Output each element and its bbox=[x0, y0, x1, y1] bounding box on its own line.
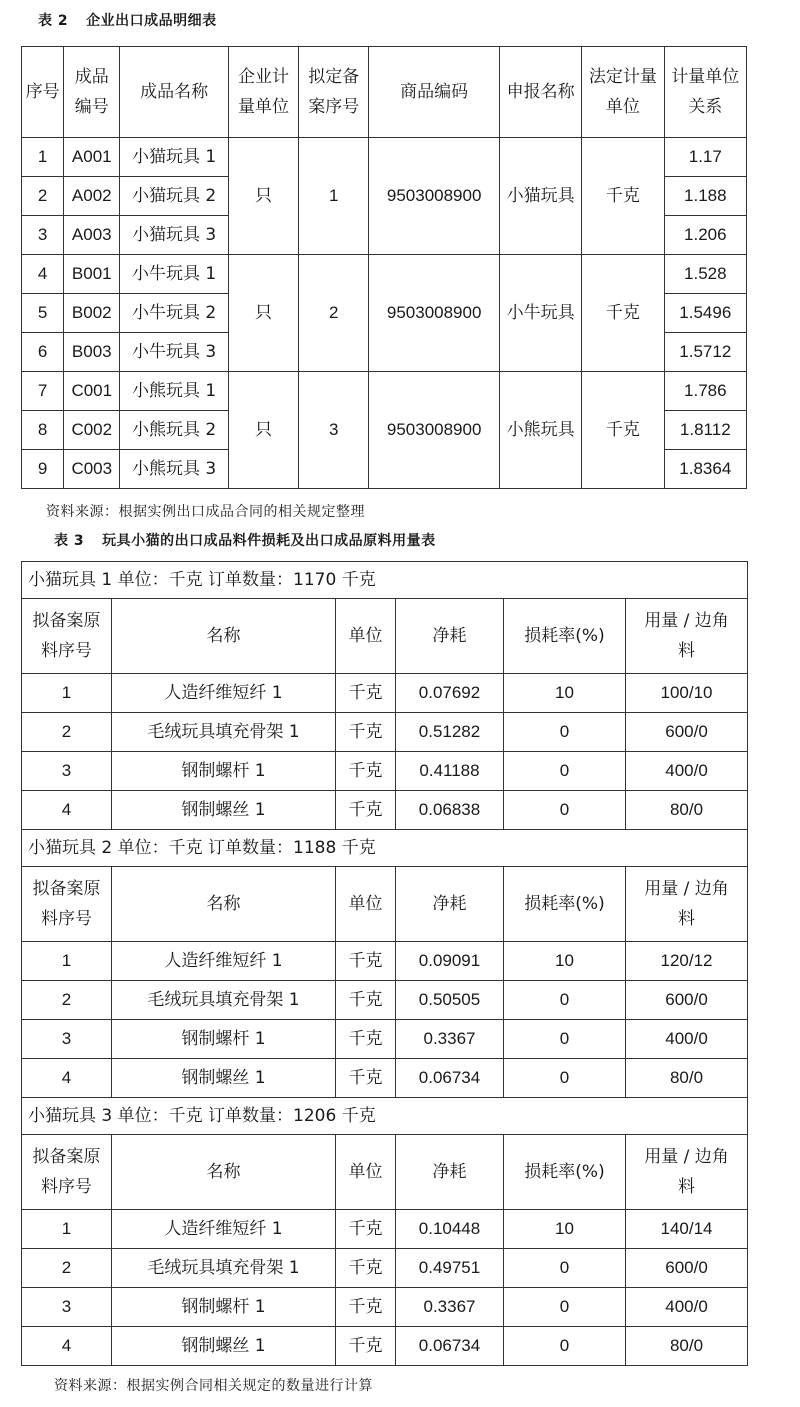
unit-ratio-cell: 1.8112 bbox=[664, 411, 746, 450]
section-title: 小猫玩具 2 单位：千克 订单数量：1188 千克 bbox=[22, 830, 748, 867]
column-header bbox=[64, 47, 120, 138]
column-header-line: 料 bbox=[678, 1177, 696, 1197]
material-name-cell: 人造纤维短纤 1 bbox=[112, 942, 336, 981]
table-row bbox=[22, 674, 748, 713]
product-name-cell: 小猫玩具 3 bbox=[120, 216, 228, 255]
column-header-line: 料 bbox=[678, 641, 696, 661]
column-header bbox=[396, 867, 504, 942]
column-header bbox=[396, 1135, 504, 1210]
table-row bbox=[22, 255, 747, 294]
column-header-line: 料序号 bbox=[41, 1177, 92, 1197]
table2-caption-title: 企业出口成品明细表 bbox=[86, 13, 217, 29]
column-header-line: 用量 / 边角 bbox=[644, 611, 729, 631]
column-header-line: 拟备案原 bbox=[32, 611, 101, 631]
material-name-cell: 钢制螺丝 1 bbox=[112, 1327, 336, 1366]
material-seq-cell: 4 bbox=[22, 791, 112, 830]
column-header bbox=[504, 1135, 626, 1210]
legal-unit-cell: 千克 bbox=[582, 138, 664, 255]
hs-code-cell: 9503008900 bbox=[369, 372, 500, 489]
material-seq-cell: 2 bbox=[22, 713, 112, 752]
column-header-line: 成品名称 bbox=[140, 82, 209, 102]
column-header-line: 拟备案原 bbox=[32, 879, 101, 899]
column-header bbox=[22, 867, 112, 942]
net-consumption-cell: 0.49751 bbox=[396, 1249, 504, 1288]
product-code-cell: A001 bbox=[64, 138, 120, 177]
column-header-line: 单位 bbox=[348, 1162, 383, 1182]
product-name-cell: 小猫玩具 2 bbox=[120, 177, 228, 216]
material-seq-cell: 3 bbox=[22, 1288, 112, 1327]
table-row bbox=[22, 752, 748, 791]
seq-cell: 1 bbox=[22, 138, 64, 177]
seq-cell: 6 bbox=[22, 333, 64, 372]
table-header-row bbox=[22, 1135, 748, 1210]
unit-ratio-cell: 1.188 bbox=[664, 177, 746, 216]
material-consumption-table bbox=[21, 561, 748, 1366]
column-header-line: 计量单位 bbox=[671, 67, 740, 87]
seq-cell: 7 bbox=[22, 372, 64, 411]
product-code-cell: B001 bbox=[64, 255, 120, 294]
material-seq-cell: 2 bbox=[22, 981, 112, 1020]
column-header bbox=[664, 47, 746, 138]
seq-cell: 2 bbox=[22, 177, 64, 216]
unit-ratio-cell: 1.5496 bbox=[664, 294, 746, 333]
usage-scrap-cell: 600/0 bbox=[626, 1249, 748, 1288]
column-header bbox=[22, 47, 64, 138]
product-code-cell: B002 bbox=[64, 294, 120, 333]
section-title-row bbox=[22, 562, 748, 599]
column-header-line: 名称 bbox=[206, 626, 241, 646]
column-header-line: 净耗 bbox=[432, 1162, 467, 1182]
material-unit-cell: 千克 bbox=[336, 713, 396, 752]
unit-ratio-cell: 1.786 bbox=[664, 372, 746, 411]
hs-code-cell: 9503008900 bbox=[369, 138, 500, 255]
column-header bbox=[22, 599, 112, 674]
net-consumption-cell: 0.51282 bbox=[396, 713, 504, 752]
material-name-cell: 毛绒玩具填充骨架 1 bbox=[112, 713, 336, 752]
material-seq-cell: 4 bbox=[22, 1327, 112, 1366]
loss-rate-cell: 10 bbox=[504, 674, 626, 713]
material-unit-cell: 千克 bbox=[336, 1210, 396, 1249]
seq-cell: 4 bbox=[22, 255, 64, 294]
material-name-cell: 毛绒玩具填充骨架 1 bbox=[112, 1249, 336, 1288]
usage-scrap-cell: 400/0 bbox=[626, 1288, 748, 1327]
table-header-row bbox=[22, 867, 748, 942]
column-header bbox=[582, 47, 664, 138]
material-name-cell: 钢制螺杆 1 bbox=[112, 752, 336, 791]
table-row bbox=[22, 1210, 748, 1249]
product-name-cell: 小熊玩具 3 bbox=[120, 450, 228, 489]
material-name-cell: 毛绒玩具填充骨架 1 bbox=[112, 981, 336, 1020]
loss-rate-cell: 0 bbox=[504, 791, 626, 830]
section-title-row bbox=[22, 830, 748, 867]
column-header-line: 损耗率(%) bbox=[524, 1162, 605, 1182]
section-title-row bbox=[22, 1098, 748, 1135]
product-name-cell: 小猫玩具 1 bbox=[120, 138, 228, 177]
declared-name-cell: 小牛玩具 bbox=[499, 255, 581, 372]
table3-source: 资料来源：根据实例合同相关规定的数量进行计算 bbox=[54, 1378, 373, 1394]
table3-caption-number: 表 3 bbox=[54, 533, 85, 549]
table-row bbox=[22, 138, 747, 177]
product-code-cell: A003 bbox=[64, 216, 120, 255]
column-header-line: 净耗 bbox=[432, 626, 467, 646]
net-consumption-cell: 0.50505 bbox=[396, 981, 504, 1020]
column-header-line: 单位 bbox=[348, 626, 383, 646]
product-code-cell: B003 bbox=[64, 333, 120, 372]
column-header bbox=[299, 47, 369, 138]
unit-ratio-cell: 1.206 bbox=[664, 216, 746, 255]
table3-caption-title: 玩具小猫的出口成品料件损耗及出口成品原料用量表 bbox=[102, 533, 436, 549]
unit-ratio-cell: 1.8364 bbox=[664, 450, 746, 489]
column-header-line: 量单位 bbox=[237, 97, 289, 117]
material-unit-cell: 千克 bbox=[336, 1288, 396, 1327]
net-consumption-cell: 0.3367 bbox=[396, 1288, 504, 1327]
unit-ratio-cell: 1.17 bbox=[664, 138, 746, 177]
usage-scrap-cell: 600/0 bbox=[626, 713, 748, 752]
column-header bbox=[120, 47, 228, 138]
column-header bbox=[336, 867, 396, 942]
seq-cell: 5 bbox=[22, 294, 64, 333]
usage-scrap-cell: 80/0 bbox=[626, 1327, 748, 1366]
product-name-cell: 小熊玩具 1 bbox=[120, 372, 228, 411]
material-seq-cell: 4 bbox=[22, 1059, 112, 1098]
product-name-cell: 小牛玩具 2 bbox=[120, 294, 228, 333]
seq-cell: 9 bbox=[22, 450, 64, 489]
unit-ratio-cell: 1.528 bbox=[664, 255, 746, 294]
column-header bbox=[626, 867, 748, 942]
seq-cell: 8 bbox=[22, 411, 64, 450]
usage-scrap-cell: 400/0 bbox=[626, 752, 748, 791]
column-header bbox=[112, 1135, 336, 1210]
column-header-line: 申报名称 bbox=[506, 82, 575, 102]
declared-name-cell: 小熊玩具 bbox=[499, 372, 581, 489]
material-name-cell: 钢制螺杆 1 bbox=[112, 1020, 336, 1059]
unit-ratio-cell: 1.5712 bbox=[664, 333, 746, 372]
usage-scrap-cell: 100/10 bbox=[626, 674, 748, 713]
table-row bbox=[22, 1059, 748, 1098]
material-unit-cell: 千克 bbox=[336, 1059, 396, 1098]
material-name-cell: 钢制螺丝 1 bbox=[112, 791, 336, 830]
loss-rate-cell: 0 bbox=[504, 1249, 626, 1288]
table-row bbox=[22, 1288, 748, 1327]
declared-name-cell: 小猫玩具 bbox=[499, 138, 581, 255]
loss-rate-cell: 10 bbox=[504, 1210, 626, 1249]
column-header bbox=[112, 867, 336, 942]
table2-caption bbox=[38, 10, 217, 30]
table-row bbox=[22, 942, 748, 981]
enterprise-unit-cell: 只 bbox=[228, 372, 298, 489]
column-header-line: 名称 bbox=[206, 1162, 241, 1182]
record-no-cell: 2 bbox=[299, 255, 369, 372]
material-seq-cell: 1 bbox=[22, 674, 112, 713]
material-unit-cell: 千克 bbox=[336, 674, 396, 713]
legal-unit-cell: 千克 bbox=[582, 372, 664, 489]
enterprise-unit-cell: 只 bbox=[228, 138, 298, 255]
product-name-cell: 小熊玩具 2 bbox=[120, 411, 228, 450]
net-consumption-cell: 0.09091 bbox=[396, 942, 504, 981]
loss-rate-cell: 0 bbox=[504, 752, 626, 791]
column-header-line: 单位 bbox=[348, 894, 383, 914]
column-header-line: 拟定备 bbox=[308, 67, 360, 87]
material-name-cell: 人造纤维短纤 1 bbox=[112, 1210, 336, 1249]
column-header-line: 料序号 bbox=[41, 641, 92, 661]
loss-rate-cell: 0 bbox=[504, 713, 626, 752]
hs-code-cell: 9503008900 bbox=[369, 255, 500, 372]
column-header bbox=[228, 47, 298, 138]
usage-scrap-cell: 80/0 bbox=[626, 1059, 748, 1098]
net-consumption-cell: 0.06734 bbox=[396, 1059, 504, 1098]
usage-scrap-cell: 120/12 bbox=[626, 942, 748, 981]
usage-scrap-cell: 80/0 bbox=[626, 791, 748, 830]
material-seq-cell: 3 bbox=[22, 1020, 112, 1059]
column-header-line: 损耗率(%) bbox=[524, 626, 605, 646]
table-row bbox=[22, 1020, 748, 1059]
column-header bbox=[22, 1135, 112, 1210]
table2-caption-number: 表 2 bbox=[38, 13, 69, 29]
enterprise-unit-cell: 只 bbox=[228, 255, 298, 372]
table-row bbox=[22, 713, 748, 752]
product-name-cell: 小牛玩具 1 bbox=[120, 255, 228, 294]
column-header-line: 商品编码 bbox=[400, 82, 469, 102]
column-header-line: 编号 bbox=[74, 97, 109, 117]
material-name-cell: 钢制螺杆 1 bbox=[112, 1288, 336, 1327]
column-header-line: 净耗 bbox=[432, 894, 467, 914]
column-header-line: 法定计量 bbox=[588, 67, 657, 87]
product-code-cell: C003 bbox=[64, 450, 120, 489]
column-header bbox=[369, 47, 500, 138]
material-unit-cell: 千克 bbox=[336, 752, 396, 791]
loss-rate-cell: 0 bbox=[504, 1020, 626, 1059]
product-code-cell: C001 bbox=[64, 372, 120, 411]
column-header bbox=[396, 599, 504, 674]
column-header-line: 用量 / 边角 bbox=[644, 1147, 729, 1167]
usage-scrap-cell: 400/0 bbox=[626, 1020, 748, 1059]
column-header bbox=[504, 599, 626, 674]
column-header-line: 拟备案原 bbox=[32, 1147, 101, 1167]
column-header-line: 名称 bbox=[206, 894, 241, 914]
net-consumption-cell: 0.07692 bbox=[396, 674, 504, 713]
net-consumption-cell: 0.41188 bbox=[396, 752, 504, 791]
column-header-line: 单位 bbox=[605, 97, 640, 117]
usage-scrap-cell: 140/14 bbox=[626, 1210, 748, 1249]
table-row bbox=[22, 981, 748, 1020]
loss-rate-cell: 0 bbox=[504, 1288, 626, 1327]
material-unit-cell: 千克 bbox=[336, 1249, 396, 1288]
table2-source: 资料来源：根据实例出口成品合同的相关规定整理 bbox=[46, 504, 365, 520]
record-no-cell: 1 bbox=[299, 138, 369, 255]
column-header-line: 料 bbox=[678, 909, 696, 929]
net-consumption-cell: 0.06734 bbox=[396, 1327, 504, 1366]
material-unit-cell: 千克 bbox=[336, 942, 396, 981]
loss-rate-cell: 0 bbox=[504, 1327, 626, 1366]
material-seq-cell: 1 bbox=[22, 1210, 112, 1249]
net-consumption-cell: 0.10448 bbox=[396, 1210, 504, 1249]
table-header-row bbox=[22, 47, 747, 138]
column-header bbox=[336, 599, 396, 674]
column-header-line: 案序号 bbox=[308, 97, 360, 117]
column-header-line: 企业计 bbox=[237, 67, 289, 87]
column-header bbox=[626, 1135, 748, 1210]
record-no-cell: 3 bbox=[299, 372, 369, 489]
material-unit-cell: 千克 bbox=[336, 1020, 396, 1059]
material-seq-cell: 2 bbox=[22, 1249, 112, 1288]
material-unit-cell: 千克 bbox=[336, 1327, 396, 1366]
column-header bbox=[336, 1135, 396, 1210]
material-name-cell: 钢制螺丝 1 bbox=[112, 1059, 336, 1098]
loss-rate-cell: 0 bbox=[504, 1059, 626, 1098]
usage-scrap-cell: 600/0 bbox=[626, 981, 748, 1020]
column-header-line: 损耗率(%) bbox=[524, 894, 605, 914]
table-row bbox=[22, 791, 748, 830]
column-header bbox=[112, 599, 336, 674]
table-row bbox=[22, 1249, 748, 1288]
material-unit-cell: 千克 bbox=[336, 981, 396, 1020]
column-header-line: 料序号 bbox=[41, 909, 92, 929]
column-header-line: 成品 bbox=[74, 67, 109, 87]
material-seq-cell: 3 bbox=[22, 752, 112, 791]
column-header-line: 用量 / 边角 bbox=[644, 879, 729, 899]
product-code-cell: A002 bbox=[64, 177, 120, 216]
loss-rate-cell: 10 bbox=[504, 942, 626, 981]
table3-caption bbox=[54, 530, 436, 550]
table-row bbox=[22, 1327, 748, 1366]
table-header-row bbox=[22, 599, 748, 674]
column-header bbox=[499, 47, 581, 138]
product-name-cell: 小牛玩具 3 bbox=[120, 333, 228, 372]
column-header-line: 序号 bbox=[25, 82, 60, 102]
product-code-cell: C002 bbox=[64, 411, 120, 450]
section-title: 小猫玩具 3 单位：千克 订单数量：1206 千克 bbox=[22, 1098, 748, 1135]
net-consumption-cell: 0.06838 bbox=[396, 791, 504, 830]
legal-unit-cell: 千克 bbox=[582, 255, 664, 372]
material-name-cell: 人造纤维短纤 1 bbox=[112, 674, 336, 713]
table-row bbox=[22, 372, 747, 411]
column-header-line: 关系 bbox=[688, 97, 723, 117]
section-title: 小猫玩具 1 单位：千克 订单数量：1170 千克 bbox=[22, 562, 748, 599]
loss-rate-cell: 0 bbox=[504, 981, 626, 1020]
material-seq-cell: 1 bbox=[22, 942, 112, 981]
export-products-table bbox=[21, 46, 747, 489]
column-header bbox=[626, 599, 748, 674]
net-consumption-cell: 0.3367 bbox=[396, 1020, 504, 1059]
seq-cell: 3 bbox=[22, 216, 64, 255]
column-header bbox=[504, 867, 626, 942]
material-unit-cell: 千克 bbox=[336, 791, 396, 830]
